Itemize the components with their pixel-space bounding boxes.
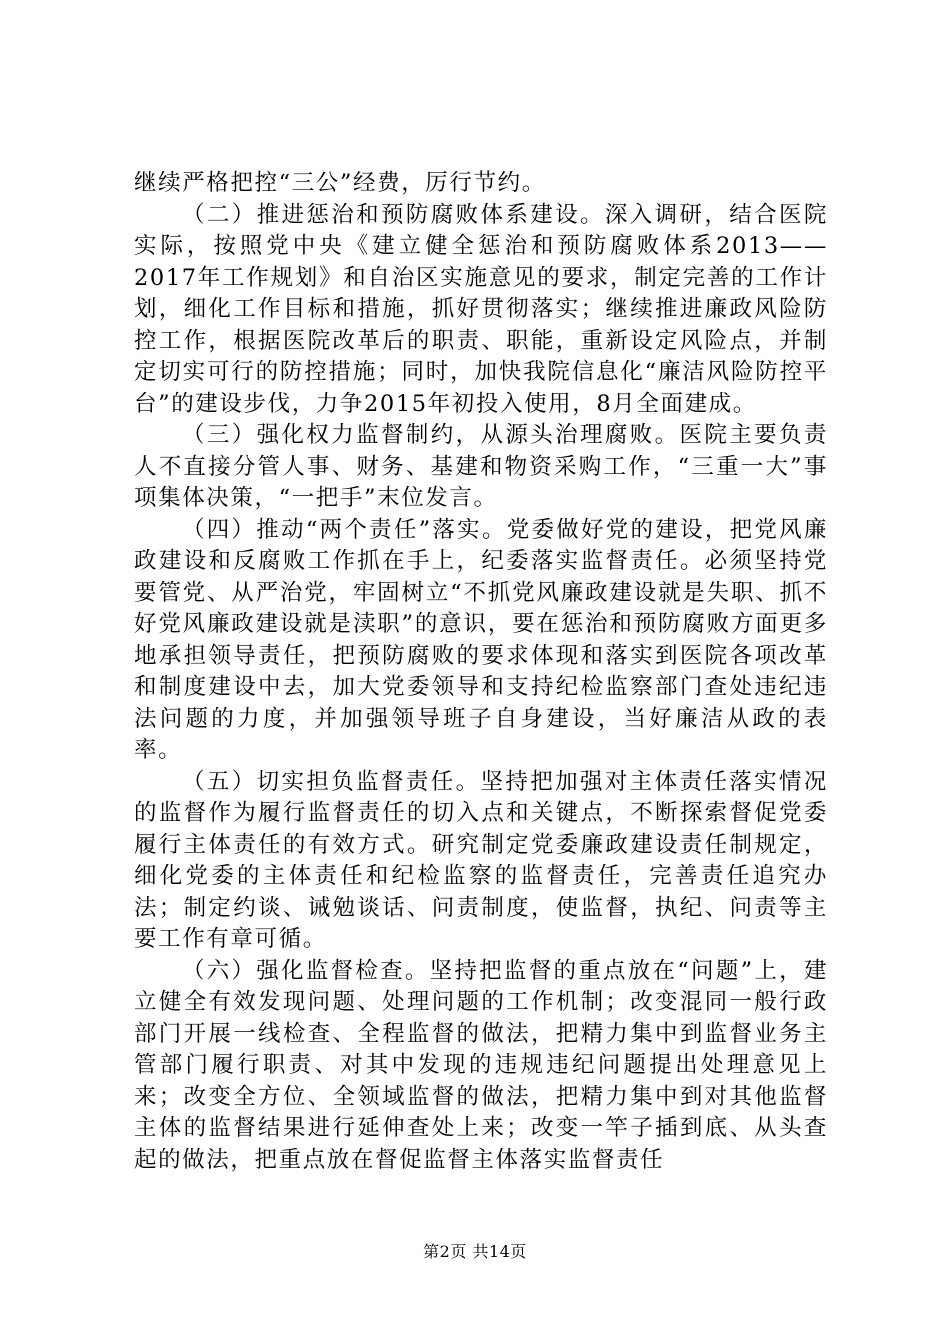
page-number-footer: 第2页 共14页 bbox=[423, 1242, 527, 1261]
paragraph-section-2: （二）推进惩治和预防腐败体系建设。深入调研，结合医院实际，按照党中央《建立健全惩治和预防腐败体系2013——2017年工作规划》和自治区实施意见的要求，制定完善的工作计划，细化工作目标和措施，抓好贯彻落实；继续推进廉政风险防控工作，根据医院改革后的职责、职能，重新设定风险点，并制定切实可行的防控措施；同时，加快我院信息化“廉洁风险防控平台”的建设步伐，力争2015年初投入使用，8月全面建成。 bbox=[134, 201, 828, 417]
paragraph-section-6: （六）强化监督检查。坚持把监督的重点放在“问题”上，建立健全有效发现问题、处理问题的工作机制；改变混同一般行政部门开展一线检查、全程监督的做法，把精力集中到监督业务主管部门履行职责、对其中发现的违规违纪问题提出处理意见上来；改变全方位、全领域监督的做法，把精力集中到对其他监督主体的监督结果进行延伸查处上来；改变一竿子插到底、从头查起的做法，把重点放在督促监督主体落实监督责任 bbox=[134, 957, 828, 1173]
paragraph-section-4: （四）推动“两个责任”落实。党委做好党的建设，把党风廉政建设和反腐败工作抓在手上，纪委落实监督责任。必须坚持党要管党、从严治党，牢固树立“不抓党风廉政建设就是失职、抓不好党风廉政建设就是渎职”的意识，要在惩治和预防腐败方面更多地承担领导责任，把预防腐败的要求体现和落实到医院各项改革和制度建设中去，加大党委领导和支持纪检监察部门查处违纪违法问题的力度，并加强领导班子自身建设，当好廉洁从政的表率。 bbox=[134, 516, 828, 763]
paragraph-continuation: 继续严格把控“三公”经费，厉行节约。 bbox=[134, 170, 546, 196]
paragraph-section-3: （三）强化权力监督制约，从源头治理腐败。医院主要负责人不直接分管人事、财务、基建和物资采购工作，“三重一大”事项集体决策，“一把手”末位发言。 bbox=[134, 422, 828, 511]
body-text bbox=[134, 168, 828, 1176]
paragraph-section-5: （五）切实担负监督责任。坚持把加强对主体责任落实情况的监督作为履行监督责任的切入点和关键点，不断探索督促党委履行主体责任的有效方式。研究制定党委廉政建设责任制规定，细化党委的主体责任和纪检监察的监督责任，完善责任追究办法；制定约谈、诫勉谈话、问责制度，使监督，执纪、问责等主要工作有章可循。 bbox=[134, 768, 828, 952]
